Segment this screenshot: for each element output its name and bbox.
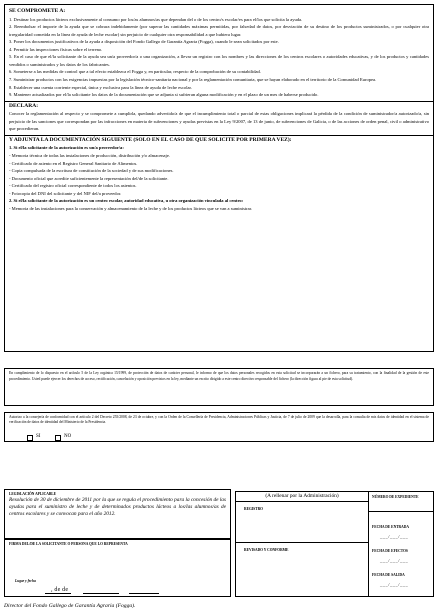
attachment-item: - Memoria técnica de todas las instalaciones de producción, distribución y/o almacenaje. xyxy=(9,152,170,158)
commitment-item: 9. Mantener actualizados por el/la solicitante los datos de la documentación que se adjunta si sufrieran alguna modificación y en el plazo de un mes de haberse producido. xyxy=(9,92,319,98)
divider xyxy=(368,511,434,512)
commitment-item: 1. Destinar los productos lácteos exclusivamente al consumo por los/as alumnos/as que dependan del o de los centro/s escolar/es para el/los que solicita la ayuda. xyxy=(9,16,303,22)
commitment-item: 2. Reembolsar el importe de la ayuda que se cobrara indebidamente (por superar las cantidades máximas permitidas, por falsedad de datos, por desviación de su destino de los productos suministrados, o por cualquier otra irregularidad cometida en la línea de ayuda de leche escolar) sin perjuicio de cualquier otra responsabilidad a que hubiera lugar. xyxy=(9,24,429,37)
date-line[interactable]: , de de xyxy=(51,587,69,593)
commitment-item: 6. Someterse a las medidas de control que a tal efecto establezca el Fogga y, en particular, respecto de la comprobación de su contabilidad. xyxy=(9,69,261,75)
attachment-item: - Memoria de las instalaciones para la conservación y almacenamiento de la leche y de los productos lácteos que se van a suministrar. xyxy=(9,205,253,211)
authorization-section xyxy=(4,412,434,442)
place-date-label: Lugar y fecha xyxy=(15,579,36,583)
effects-date-label: FECHA DE EFECTOS xyxy=(372,549,408,553)
divider xyxy=(5,101,433,102)
admin-title: (A rellenar por la Administración) xyxy=(265,493,339,499)
legislation-text: Resolución de 30 de diciembre de 2011 por la que se regula el procedimiento para la concesión de las ayudas para el suministro de leche y de determinados productos lácteos a los/las alumnos/as de centros escolares y se convocan para el año 2012. xyxy=(9,497,226,518)
attachment-item: - Fotocopia del DNI del solicitante y del NIF del/a proveedor. xyxy=(9,190,122,196)
divider xyxy=(236,501,368,502)
reviewed-label: REVISADO Y CONFORME xyxy=(244,548,289,552)
footer-text: Director del Fondo Gallego de Garantía Agraria (Fogga). xyxy=(4,603,136,609)
attachment-item: - Copia compulsada de la escritura de constitución de la sociedad y de sus modificaciones. xyxy=(9,168,174,174)
exit-date-field[interactable]: ___/___/___ xyxy=(380,582,409,587)
file-number-label: NÚMERO DE EXPEDIENTE xyxy=(372,495,419,499)
authorization-yes-label: SI xyxy=(36,434,41,439)
date-underline xyxy=(45,593,71,594)
registry-label: REGISTRO xyxy=(244,507,263,511)
date-underline xyxy=(129,593,159,594)
effects-date-field[interactable]: ___/___/___ xyxy=(380,558,409,563)
authorization-yes-checkbox[interactable] xyxy=(27,435,33,441)
divider xyxy=(368,492,369,596)
entry-date-field[interactable]: ___/___/___ xyxy=(380,534,409,539)
attachment-item: - Certificado del registro oficial correspondiente de todos los asientos. xyxy=(9,183,137,189)
signature-box[interactable] xyxy=(4,539,231,597)
authorization-no-checkbox[interactable] xyxy=(55,435,61,441)
date-underline xyxy=(83,593,119,594)
commitment-item: 7. Suministrar productos con las exigencias impuestas por la legislación técnico-sanitaria nacional y por la reglamentación comunitaria, que se hayan elaborado en el territorio de la Comunidad Europea. xyxy=(9,76,377,82)
declaration-text: Conocer la reglamentación al respecto y se compromete a cumplirla, quedando advertido/a de que el incumplimiento total o parcial de estas obligaciones implicará la pérdida de la condición de suministrador/a autorizado/a, sin perjuicio de las sanciones que correspondan por las infracciones en materia de subvenciones y ayudas previstas en la Ley 9/2007, de 13 de junio, de subvenciones de Galicia, o de las acciones de orden penal, civil o administrativo que procedieran. xyxy=(9,111,429,132)
declaration-heading: DECLARA: xyxy=(9,102,39,109)
commitment-section xyxy=(4,4,434,352)
commitment-item: 8. Establecer una cuenta corriente especial, única y exclusiva para la línea de ayuda de leche escolar. xyxy=(9,84,192,90)
divider xyxy=(236,542,368,543)
entry-date-label: FECHA DE ENTRADA xyxy=(372,525,409,529)
commitment-item: 5. En el caso de que el/la solicitante de la ayuda sea un/a proveedor/a o una organización, a llevar un registro con los nombres y las direcciones de los centros escolares o autoridades educativas, y de los productos y cantidades vendidos o suministrados y los datos de los fabricantes. xyxy=(9,54,429,67)
divider xyxy=(5,135,433,136)
admin-box xyxy=(235,491,434,597)
attachments-heading: Y ADJUNTA LA DOCUMENTACIÓN SIGUIENTE (SOLO EN EL CASO DE QUE SOLICITE POR PRIMERA VEZ): xyxy=(9,136,292,143)
attachments-group2-title: 2. Si el/la solicitante de la autorización es un centro escolar, autoridad educativa, u otra organización vinculada al centro: xyxy=(9,198,244,204)
data-protection-text: En cumplimiento de lo dispuesto en el artículo 5 de la Ley orgánica 15/1999, de protección de datos de carácter personal, le informo de que los datos personales recogidos en esta solicitud se incorporarán a un fichero, para su tratamiento, con la finalidad de la gestión de este procedimiento. Usted puede ejercer los derechos de acceso, rectificación, cancelación y oposición previstos en la ley, mediante un escrito dirigido a este centro directivo responsable del fichero (la dirección figura al pie de esta solicitud). xyxy=(9,371,429,381)
attachment-item: - Documento oficial que acredite suficientemente la representación del/de la solicitante. xyxy=(9,175,169,181)
attachment-item: - Certificado de asiento en el Registro General Sanitario de Alimentos. xyxy=(9,160,138,166)
legislation-box xyxy=(4,489,231,539)
commitment-item: 3. Poner los documentos justificativos de la ayuda a disposición del Fondo Gallego de Garantía Agraria (Fogga), cuando le sean solicitados por este. xyxy=(9,39,279,45)
legislation-title: LEGISLACIÓN APLICABLE xyxy=(9,492,57,496)
authorization-no-label: NO xyxy=(64,434,72,439)
signature-label: FIRMA DEL/DE LA SOLICITANTE O PERSONA QUE LO REPRESENTA xyxy=(9,542,128,546)
data-protection-notice xyxy=(4,368,434,406)
authorization-text: Autorizo a la consejería de conformidad con el artículo 2 del Decreto 255/2008, de 23 de octubre, y con la Orden de la Consellería de Presidencia, Administraciones Públicas y Justicia, de 7 de julio de 2009 que la desarrolla, para la consulta de mis datos de identidad en el sistema de verificación de datos de identidad del Ministerio de la Presidencia. xyxy=(9,415,429,425)
attachments-group1-title: 1. Si el/la solicitante de la autorización es un/a proveedor/a: xyxy=(9,145,124,151)
exit-date-label: FECHA DE SALIDA xyxy=(372,573,405,577)
commitment-heading: SE COMPROMETE A: xyxy=(9,8,66,14)
commitment-item: 4. Permitir las inspecciones físicas sobre el terreno. xyxy=(9,46,103,52)
